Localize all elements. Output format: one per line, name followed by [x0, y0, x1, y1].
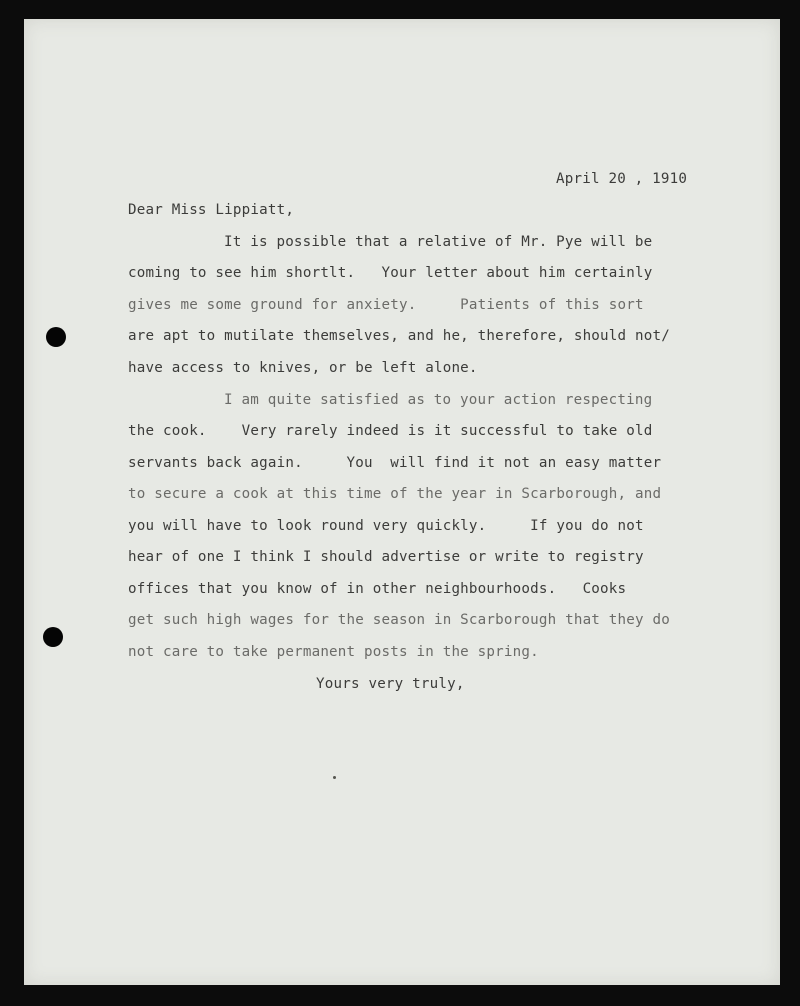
letter-sheet [24, 19, 780, 985]
body-line: servants back again. You will find it not an easy matter [128, 455, 662, 471]
punch-hole-bottom [43, 627, 63, 647]
letter-date: April 20 , 1910 [556, 171, 688, 187]
body-line: have access to knives, or be left alone. [128, 360, 478, 376]
body-line: the cook. Very rarely indeed is it successful to take old [128, 423, 653, 439]
body-line: I am quite satisfied as to your action respecting [224, 392, 653, 408]
body-line: to secure a cook at this time of the year in Scarborough, and [128, 486, 662, 502]
body-line: hear of one I think I should advertise or write to registry [128, 549, 644, 565]
letter-salutation: Dear Miss Lippiatt, [128, 202, 295, 218]
body-line: offices that you know of in other neighbourhoods. Cooks [128, 581, 627, 597]
ink-speck [333, 776, 336, 779]
typed-letter [24, 19, 780, 985]
body-line: coming to see him shortlt. Your letter about him certainly [128, 265, 653, 281]
body-line: are apt to mutilate themselves, and he, therefore, should not/ [128, 328, 670, 344]
body-line: get such high wages for the season in Scarborough that they do [128, 612, 670, 628]
body-line: It is possible that a relative of Mr. Pye will be [224, 234, 653, 250]
body-line: you will have to look round very quickly. If you do not [128, 518, 644, 534]
body-line: not care to take permanent posts in the spring. [128, 644, 539, 660]
letter-closing: Yours very truly, [316, 676, 465, 692]
punch-hole-top [46, 327, 66, 347]
body-line: gives me some ground for anxiety. Patients of this sort [128, 297, 644, 313]
